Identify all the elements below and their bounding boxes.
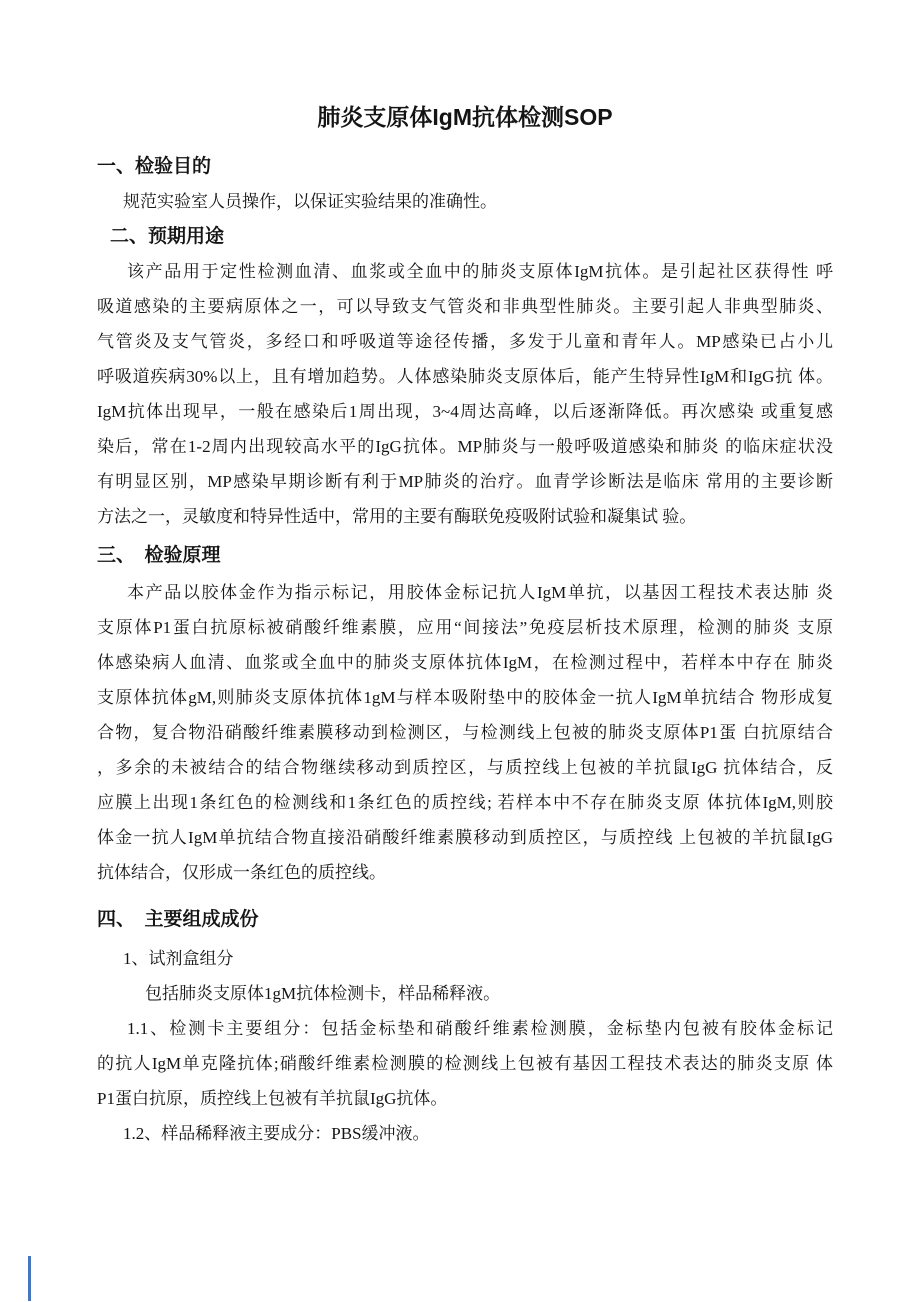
text-line: 该产品用于定性检测血清、血浆或全血中的肺炎支原体IgM抗体。是引起社区获得性 呼 — [127, 262, 833, 281]
text-line: 吸道感染的主要病原体之一，可以导致支气管炎和非典型性肺炎。主要引起人非典型肺炎、 — [97, 297, 833, 316]
text-line: 的抗人IgM单克隆抗体;硝酸纤维素检测膜的检测线上包被有基因工程技术表达的肺炎支原 体 — [97, 1054, 833, 1073]
section-heading-3: 三、 检验原理 — [97, 545, 221, 566]
text-line: 1.1、检测卡主要组分：包括金标垫和硝酸纤维素检测膜，金标垫内包被有胶体金标记 — [127, 1019, 833, 1038]
document-content — [97, 99, 833, 1151]
section-heading-1: 一、检验目的 — [97, 156, 212, 177]
text-line: 气管炎及支气管炎，多经口和呼吸道等途径传播，多发于儿童和青年人。MP感染已占小儿 — [97, 332, 833, 351]
text-line: 1.2、样品稀释液主要成分：PBS缓冲液。 — [123, 1124, 430, 1143]
text-line: 本产品以胶体金作为指示标记，用胶体金标记抗人IgM单抗，以基因工程技术表达肺 炎 — [127, 583, 833, 602]
text-line: 1、试剂盒组分 — [123, 949, 234, 968]
text-line: 体感染病人血清、血浆或全血中的肺炎支原体抗体IgM，在检测过程中，若样本中存在 肺炎 — [97, 653, 833, 672]
text-line: 规范实验室人员操作，以保证实验结果的准确性。 — [123, 192, 497, 211]
text-line: 染后，常在1-2周内出现较高水平的IgG抗体。MP肺炎与一般呼吸道感染和肺炎 的临床症状没 — [97, 437, 833, 456]
text-line: 合物，复合物沿硝酸纤维素膜移动到检测区，与检测线上包被的肺炎支原体P1蛋 白抗原结合 — [97, 723, 833, 742]
text-line: 呼吸道疾病30%以上，且有增加趋势。人体感染肺炎支原体后，能产生特异性IgM和IgG抗 体。 — [97, 367, 833, 386]
text-line: 包括肺炎支原体1gM抗体检测卡，样品稀释液。 — [145, 984, 501, 1003]
text-line: 抗体结合，仅形成一条红色的质控线。 — [97, 863, 386, 882]
text-line: 支原体抗体gM,则肺炎支原体抗体1gM与样本吸附垫中的胶体金一抗人IgM单抗结合 物形成复 — [97, 688, 833, 707]
text-line: 体金一抗人IgM单抗结合物直接沿硝酸纤维素膜移动到质控区，与质控线 上包被的羊抗鼠IgG — [97, 828, 833, 847]
blue-cursor-marker — [28, 1256, 31, 1301]
text-line: P1蛋白抗原，质控线上包被有羊抗鼠IgG抗体。 — [97, 1089, 448, 1108]
text-line: 支原体P1蛋白抗原标被硝酸纤维素膜，应用“间接法”免疫层析技术原理，检测的肺炎 支原 — [97, 618, 833, 637]
text-line: 应膜上出现1条红色的检测线和1条红色的质控线; 若样本中不存在肺炎支原 体抗体IgM,则胶 — [97, 793, 833, 812]
text-line: ，多余的未被结合的结合物继续移动到质控区，与质控线上包被的羊抗鼠IgG 抗体结合，反 — [97, 758, 833, 777]
text-line: 有明显区别，MP感染早期诊断有利于MP肺炎的治疗。血青学诊断法是临床 常用的主要诊断 — [97, 472, 833, 491]
section-heading-4: 四、 主要组成成份 — [97, 909, 259, 930]
section-heading-2: 二、预期用途 — [110, 226, 225, 247]
text-line: 方法之一，灵敏度和特异性适中，常用的主要有酶联免疫吸附试验和凝集试 验。 — [97, 507, 697, 526]
text-line: IgM抗体出现早，一般在感染后1周出现，3~4周达高峰，以后逐渐降低。再次感染 或重复感 — [97, 402, 833, 421]
document-title: 肺炎支原体IgM抗体检测SOP — [317, 104, 613, 130]
